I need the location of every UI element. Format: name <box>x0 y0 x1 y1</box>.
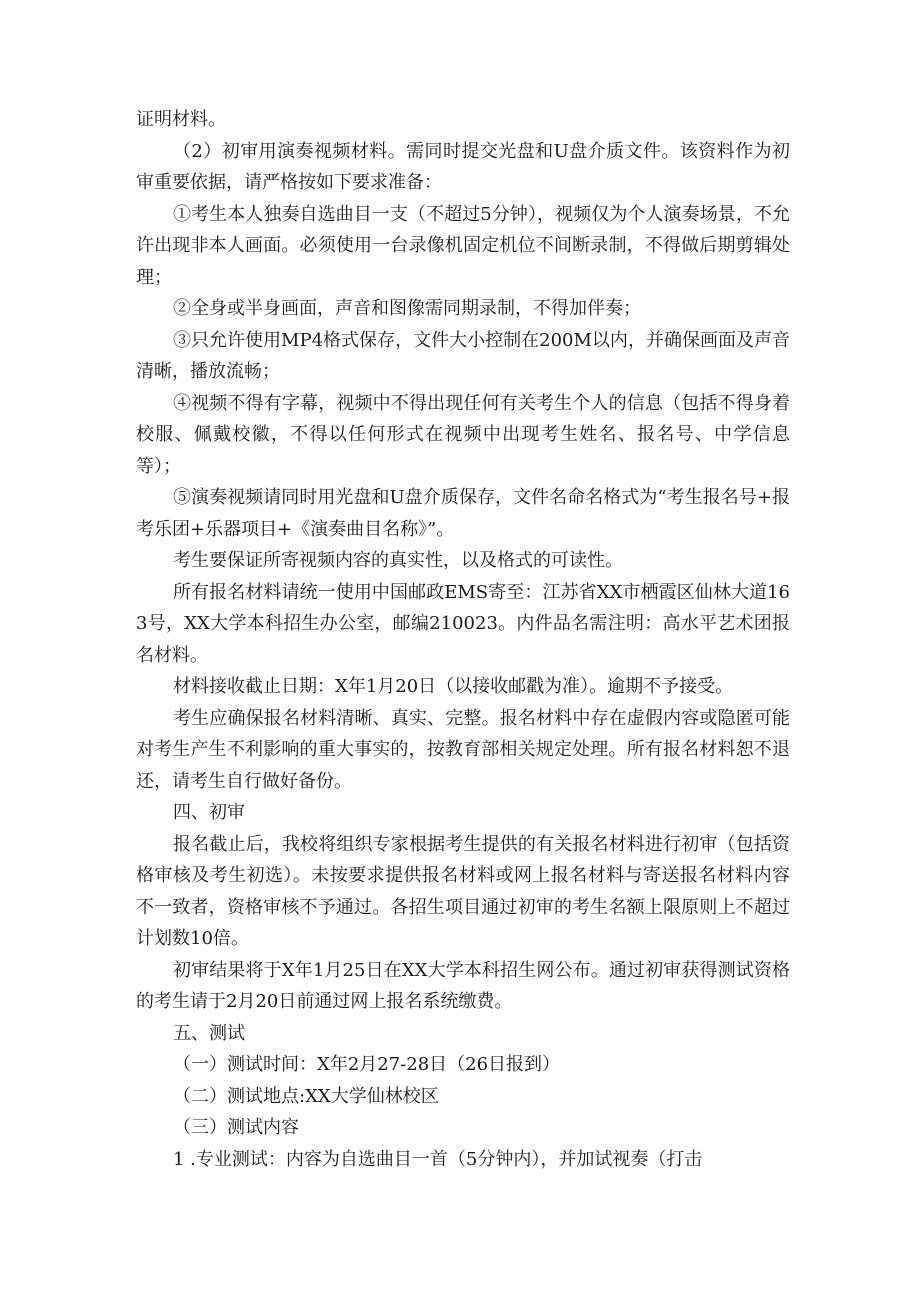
section-heading-test: 五、测试 <box>173 1022 245 1044</box>
paragraph-integrity: 考生应确保报名材料清晰、真实、完整。报名材料中存在虚假内容或隐匿可能对考生产生不利影响的重大事实的，按教育部相关规定处理。所有报名材料恕不退还，请考生自行做好备份。 <box>136 707 790 792</box>
paragraph-requirement-4: ④视频不得有字幕，视频中不得出现任何有关考生个人的信息（包括不得身着校服、佩戴校徽，不得以任何形式在视频中出现考生姓名、报名号、中学信息等）； <box>136 392 790 477</box>
paragraph-authenticity: 考生要保证所寄视频内容的真实性，以及格式的可读性。 <box>173 550 623 571</box>
paragraph-review-process: 报名截止后，我校将组织专家根据考生提供的有关报名材料进行初审（包括资格审核及考生初选）。未按要求提供报名材料或网上报名材料与寄送报名材料内容不一致者，资格审核不予通过。各招生项目通过初审的考生名额上限原则上不超过计划数10倍。 <box>136 833 790 949</box>
paragraph-deadline: 材料接收截止日期：X年1月20日（以接收邮戳为准）。逾期不予接受。 <box>173 676 734 697</box>
document-page <box>136 104 790 1175</box>
paragraph-video-materials: （2）初审用演奏视频材料。需同时提交光盘和U盘介质文件。该资料作为初审重要依据，请严格按如下要求准备： <box>136 140 790 193</box>
paragraph-requirement-1: ①考生本人独奏自选曲目一支（不超过5分钟），视频仅为个人演奏场景，不允许出现非本人画面。必须使用一台录像机固定机位不间断录制，不得做后期剪辑处理； <box>136 203 790 288</box>
paragraph-mailing-address: 所有报名材料请统一使用中国邮政EMS寄至：江苏省XX市栖霞区仙林大道163号，XX大学本科招生办公室，邮编210023。内件品名需注明：高水平艺术团报名材料。 <box>136 581 790 666</box>
test-location: （二）测试地点:XX大学仙林校区 <box>173 1085 439 1107</box>
paragraph-professional-test: 1 .专业测试：内容为自选曲目一首（5分钟内），并加试视奏（打击 <box>173 1148 703 1170</box>
paragraph-requirement-2: ②全身或半身画面，声音和图像需同期录制，不得加伴奏； <box>173 298 641 319</box>
paragraph-review-results: 初审结果将于X年1月25日在XX大学本科招生网公布。通过初审获得测试资格的考生请于2月20日前通过网上报名系统缴费。 <box>136 959 790 1012</box>
test-time: （一）测试时间：X年2月27-28日（26日报到） <box>173 1054 561 1075</box>
section-heading-preliminary-review: 四、初审 <box>173 802 245 823</box>
paragraph-requirement-3: ③只允许使用MP4格式保存，文件大小控制在200M以内，并确保画面及声音清晰，播放流畅； <box>136 329 790 382</box>
test-content-heading: （三）测试内容 <box>173 1117 299 1138</box>
paragraph-continuation: 证明材料。 <box>136 109 226 130</box>
paragraph-requirement-5: ⑤演奏视频请同时用光盘和U盘介质保存，文件名命名格式为“考生报名号+报考乐团+乐器项目+《演奏曲目名称》”。 <box>136 487 790 540</box>
